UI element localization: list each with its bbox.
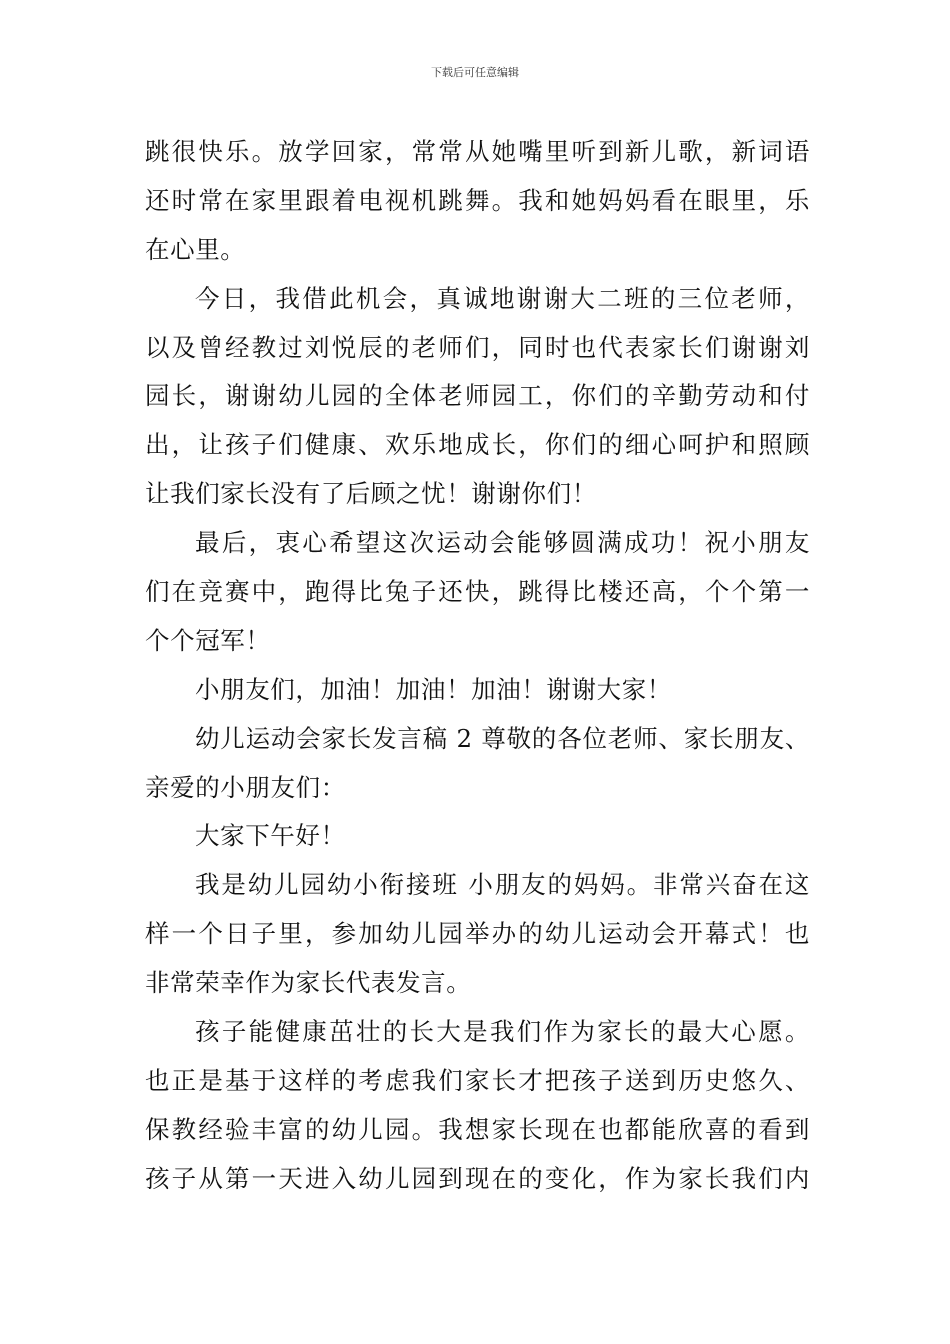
text-line: 也正是基于这样的考虑我们家长才把孩子送到历史悠久、: [145, 1065, 810, 1095]
text-line: 非常荣幸作为家长代表发言。: [145, 968, 472, 998]
text-line: 个个冠军！: [145, 625, 271, 655]
paragraph-first-line: 幼儿运动会家长发言稿 2 尊敬的各位老师、家长朋友、: [195, 723, 810, 753]
paragraph-first-line: 小朋友们，加油！加油！加油！谢谢大家！: [195, 674, 672, 704]
paragraph-first-line: 今日，我借此机会，真诚地谢谢大二班的三位老师，: [195, 283, 810, 313]
text-line: 保教经验丰富的幼儿园。我想家长现在也都能欣喜的看到: [145, 1114, 810, 1144]
text-line: 样一个日子里，参加幼儿园举办的幼儿运动会开幕式！也: [145, 919, 810, 949]
text-line: 们在竞赛中，跑得比兔子还快，跳得比楼还高，个个第一: [145, 577, 810, 607]
text-line: 亲爱的小朋友们：: [145, 772, 346, 802]
text-line: 还时常在家里跟着电视机跳舞。我和她妈妈看在眼里，乐: [145, 185, 810, 215]
text-line: 让我们家长没有了后顾之忧！谢谢你们！: [145, 479, 597, 509]
text-line: 出，让孩子们健康、欢乐地成长，你们的细心呵护和照顾: [145, 430, 810, 460]
text-line: 跳很快乐。放学回家，常常从她嘴里听到新儿歌，新词语: [145, 137, 810, 166]
text-line: 园长，谢谢幼儿园的全体老师园工，你们的辛勤劳动和付: [145, 381, 810, 411]
text-line: 以及曾经教过刘悦辰的老师们，同时也代表家长们谢谢刘: [145, 332, 810, 362]
paragraph-first-line: 我是幼儿园幼小衔接班 小朋友的妈妈。非常兴奋在这: [195, 870, 810, 900]
text-line: 在心里。: [145, 234, 246, 264]
page-header: 下载后可任意编辑: [431, 66, 519, 79]
paragraph-first-line: 大家下午好！: [195, 821, 346, 851]
text-line: 孩子从第一天进入幼儿园到现在的变化，作为家长我们内: [145, 1163, 810, 1193]
paragraph-first-line: 最后，衷心希望这次运动会能够圆满成功！祝小朋友: [195, 528, 810, 558]
paragraph-first-line: 孩子能健康茁壮的长大是我们作为家长的最大心愿。: [195, 1017, 810, 1047]
document-body: [145, 128, 810, 1204]
